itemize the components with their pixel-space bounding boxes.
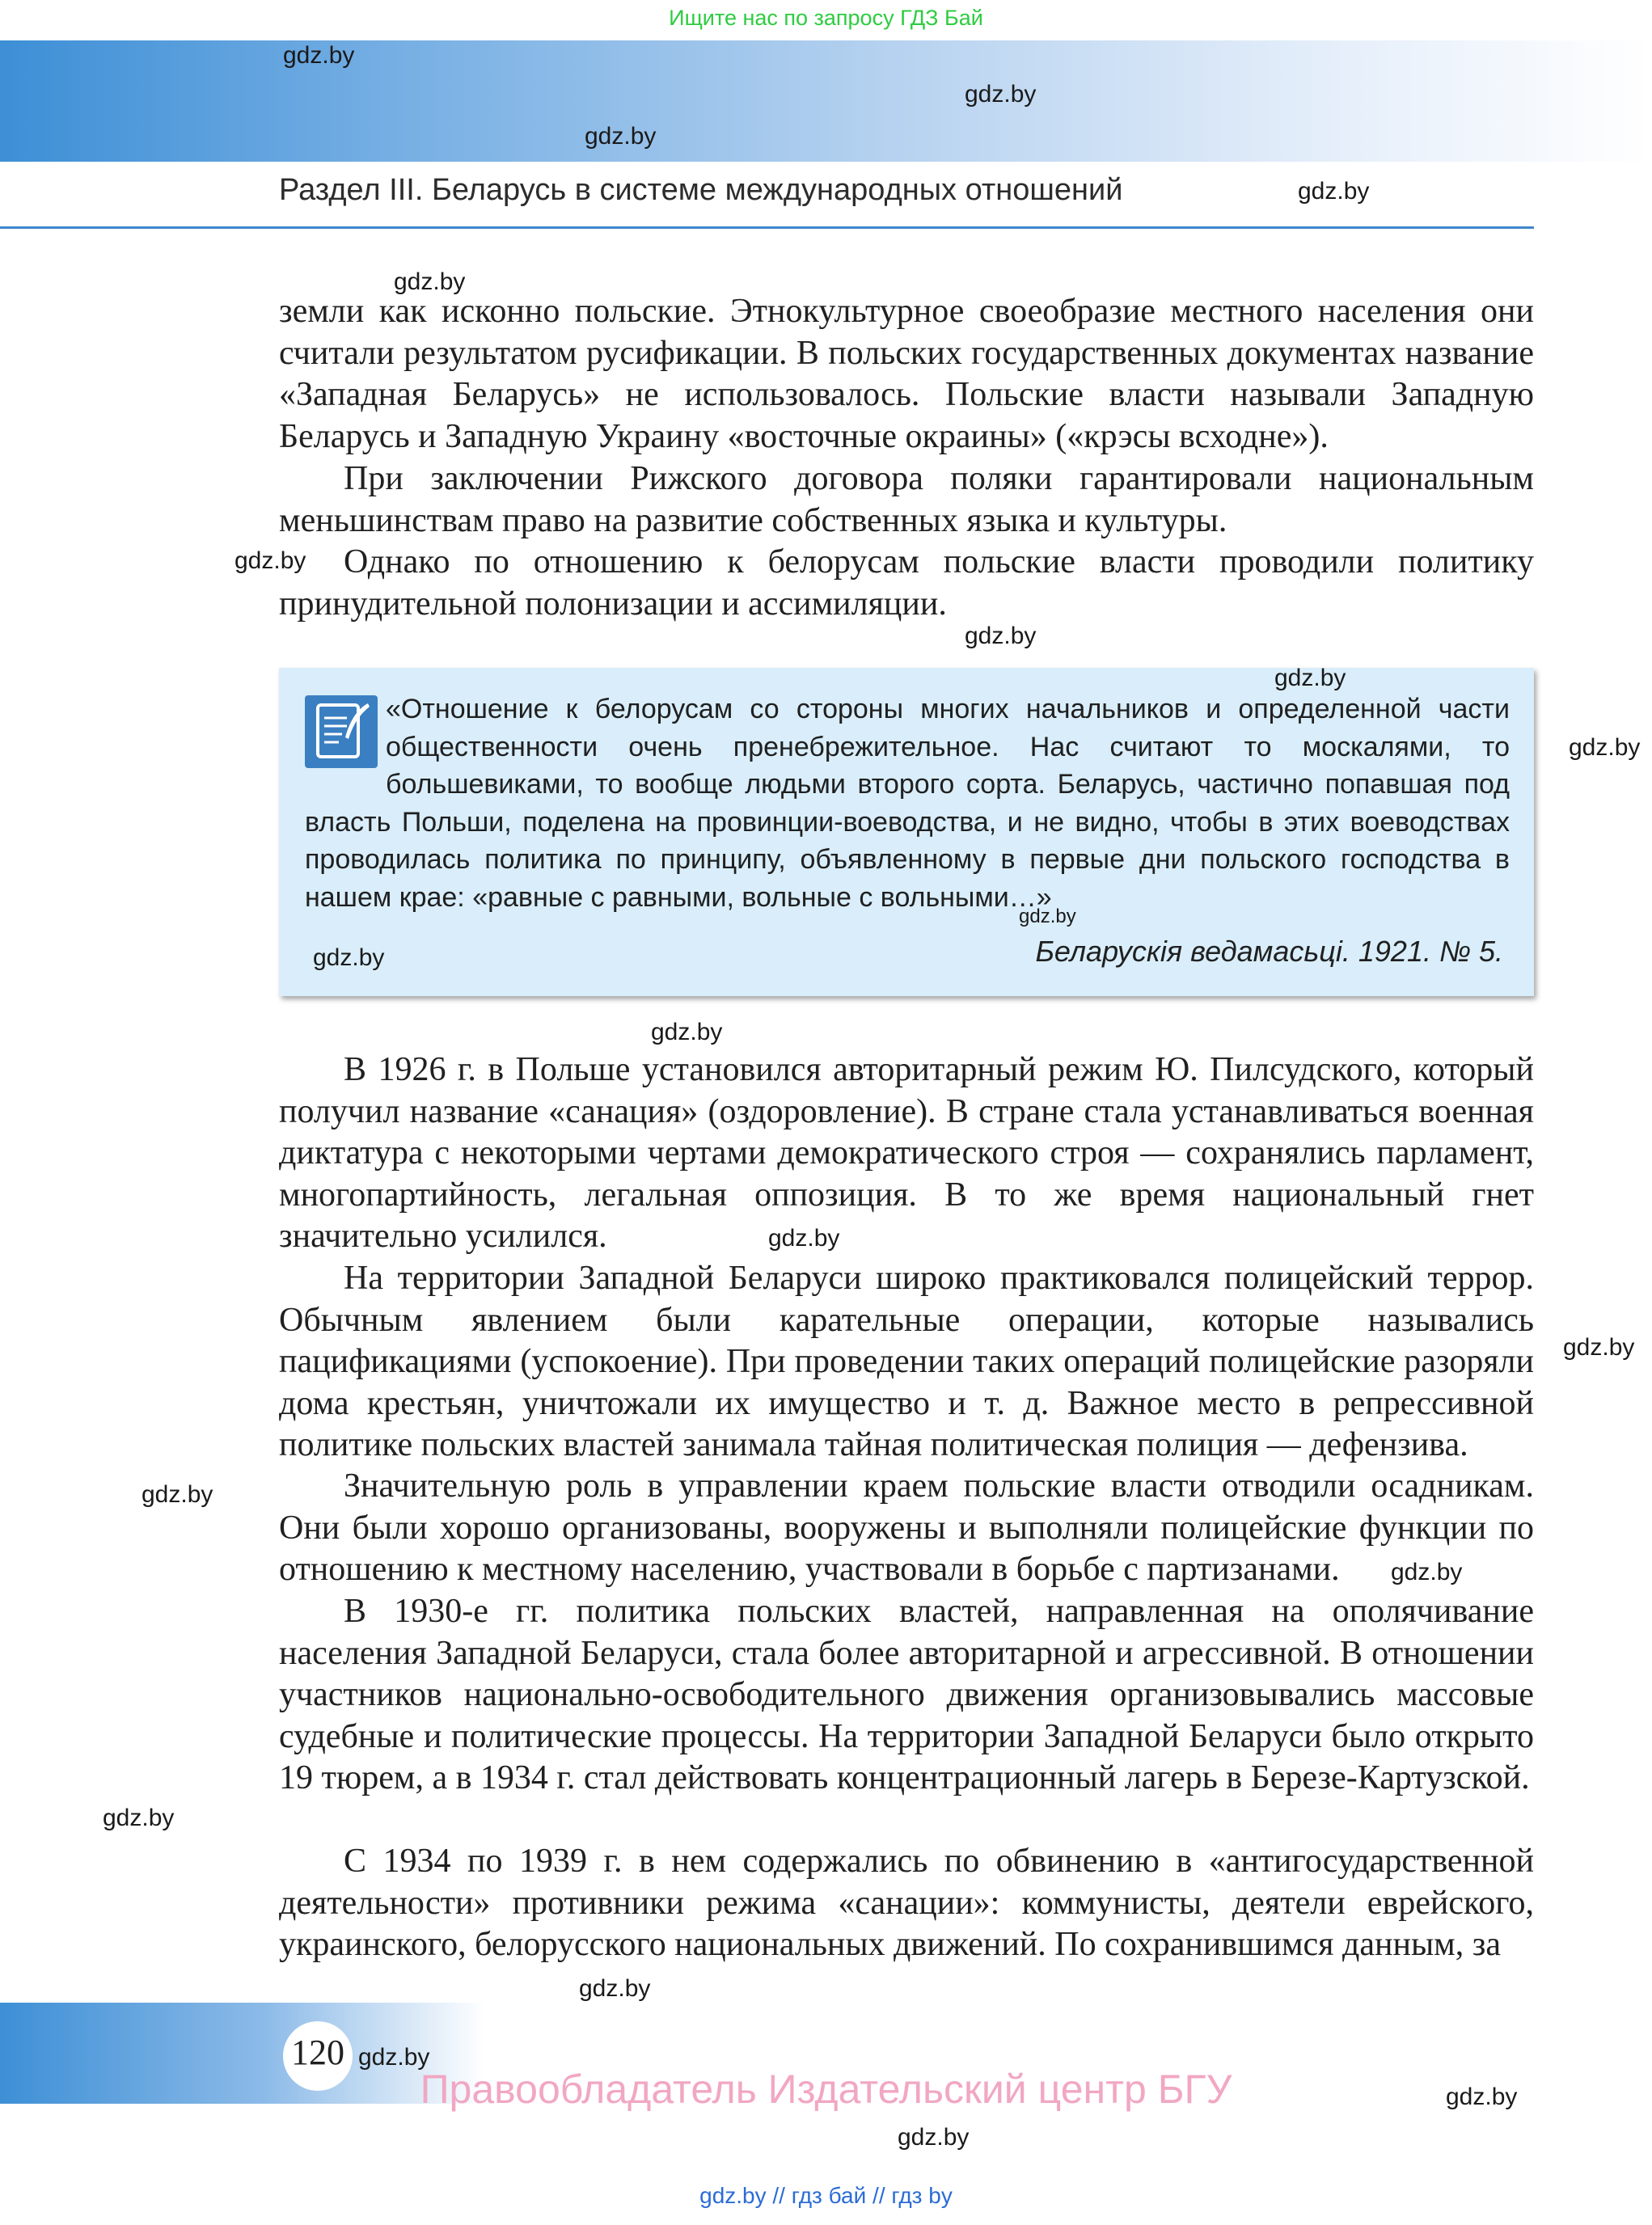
paragraph-1: земли как исконно польские. Этнокультурное своеобразие местного населения они считали результатом русификации. В польских государственных документах название «Западная Беларусь» не использовалось. Польские власти называли Западную Беларусь и Западную Украину «восточные окраины» («крэсы всходне»). [279, 293, 1534, 455]
quote-text: «Отношение к белорусам со стороны многих начальников и определенной части общественности очень пренебрежительное. Нас считают то москалями, то большевиками, то вообще людьми второго сорта. Беларусь, частично попавшая под власть Польши, поделена на провинции-воеводства, и не видно, чтобы в этих воеводствах проводилась политика по принципу, объявленному в первые дни польского господства в нашем крае: «равные с равными, вольные с вольными…» [305, 694, 1510, 913]
watermark: gdz.by [142, 1481, 213, 1508]
watermark: gdz.by [898, 2124, 970, 2151]
watermark: gdz.by [1446, 2084, 1518, 2110]
watermark: gdz.by [1298, 178, 1370, 205]
watermark: gdz.by [1563, 1334, 1635, 1361]
quote-source: Беларускія ведамасьці. 1921. № 5. [1035, 935, 1503, 968]
page-number: 120 [291, 2033, 344, 2072]
watermark: gdz.by [1019, 906, 1076, 927]
copyright-notice: Правообладатель Издательский центр БГУ [420, 2067, 1232, 2112]
top-notice[interactable]: Ищите нас по запросу ГДЗ Бай [669, 6, 983, 30]
watermark: gdz.by [283, 42, 355, 69]
quote-text-block [305, 690, 1510, 916]
paragraph-4: В 1926 г. в Польше установился авторитарный режим Ю. Пилсудского, который получил название «санация» (оздоровление). В стране стала устанавливаться военная диктатура с некоторыми чертами демократического строя — сохранялись парламент, многопартийность, легальная оппозиция. В то же время национальный гнет значительно усилился. [279, 1051, 1534, 1255]
paragraph-7: В 1930-е гг. политика польских властей, направленная на ополячивание населения Западной Беларуси, стала более авторитарной и агрессивной. В отношении участников национально-освободительного движения организовывались массовые судебные и политические процессы. На территории Западной Беларуси было открыто 19 тюрем, а в 1934 г. стал действовать концентрационный лагерь в Березе-Картузской. [279, 1593, 1534, 1796]
paragraph-6: Значительную роль в управлении краем польские власти отводили осадникам. Они были хорошо организованы, вооружены и выполняли полицейские функции по отношению к местному населению, участвовали в борьбе с партизанами. [279, 1467, 1534, 1588]
watermark: gdz.by [103, 1805, 175, 1831]
quote-box [279, 668, 1534, 996]
watermark: gdz.by [1569, 734, 1641, 761]
watermark: gdz.by [965, 81, 1037, 108]
watermark: gdz.by [358, 2044, 430, 2071]
paragraph-2: При заключении Рижского договора поляки гарантировали национальным меньшинствам право на развитие собственных языка и культуры. [279, 460, 1534, 539]
watermark: gdz.by [313, 944, 385, 971]
paragraph-3: Однако по отношению к белорусам польские власти проводили политику принудительной полонизации и ассимиляции. [279, 543, 1534, 623]
watermark: gdz.by [234, 547, 306, 574]
watermark: gdz.by [585, 123, 657, 150]
header-band [0, 40, 1652, 162]
watermark: gdz.by [394, 268, 466, 295]
paragraph-8: С 1934 по 1939 г. в нем содержались по обвинению в «антигосударственной деятельности» противники режима «санации»: коммунисты, деятели еврейского, украинского, белорусского национальных движений. По сохранившимся данным, за [279, 1843, 1534, 1963]
watermark: gdz.by [579, 1975, 651, 2002]
watermark: gdz.by [1274, 665, 1346, 691]
watermark: gdz.by [1391, 1559, 1463, 1585]
bottom-links[interactable]: gdz.by // гдз бай // гдз by [699, 2183, 953, 2208]
paragraph-5: На территории Западной Беларуси широко практиковался полицейский террор. Обычным явлением были карательные операции, которые назывались пацификациями (успокоение). При проведении таких операций полицейские разоряли дома крестьян, уничтожали их имущество и т. д. Важное место в репрессивной политике польских властей занимала тайная политическая полиция — дефензива. [279, 1260, 1534, 1463]
watermark: gdz.by [768, 1225, 840, 1252]
watermark: gdz.by [651, 1019, 723, 1045]
watermark: gdz.by [965, 623, 1037, 649]
section-title: Раздел III. Беларусь в системе международных отношений [279, 173, 1123, 207]
header-divider [0, 226, 1534, 229]
